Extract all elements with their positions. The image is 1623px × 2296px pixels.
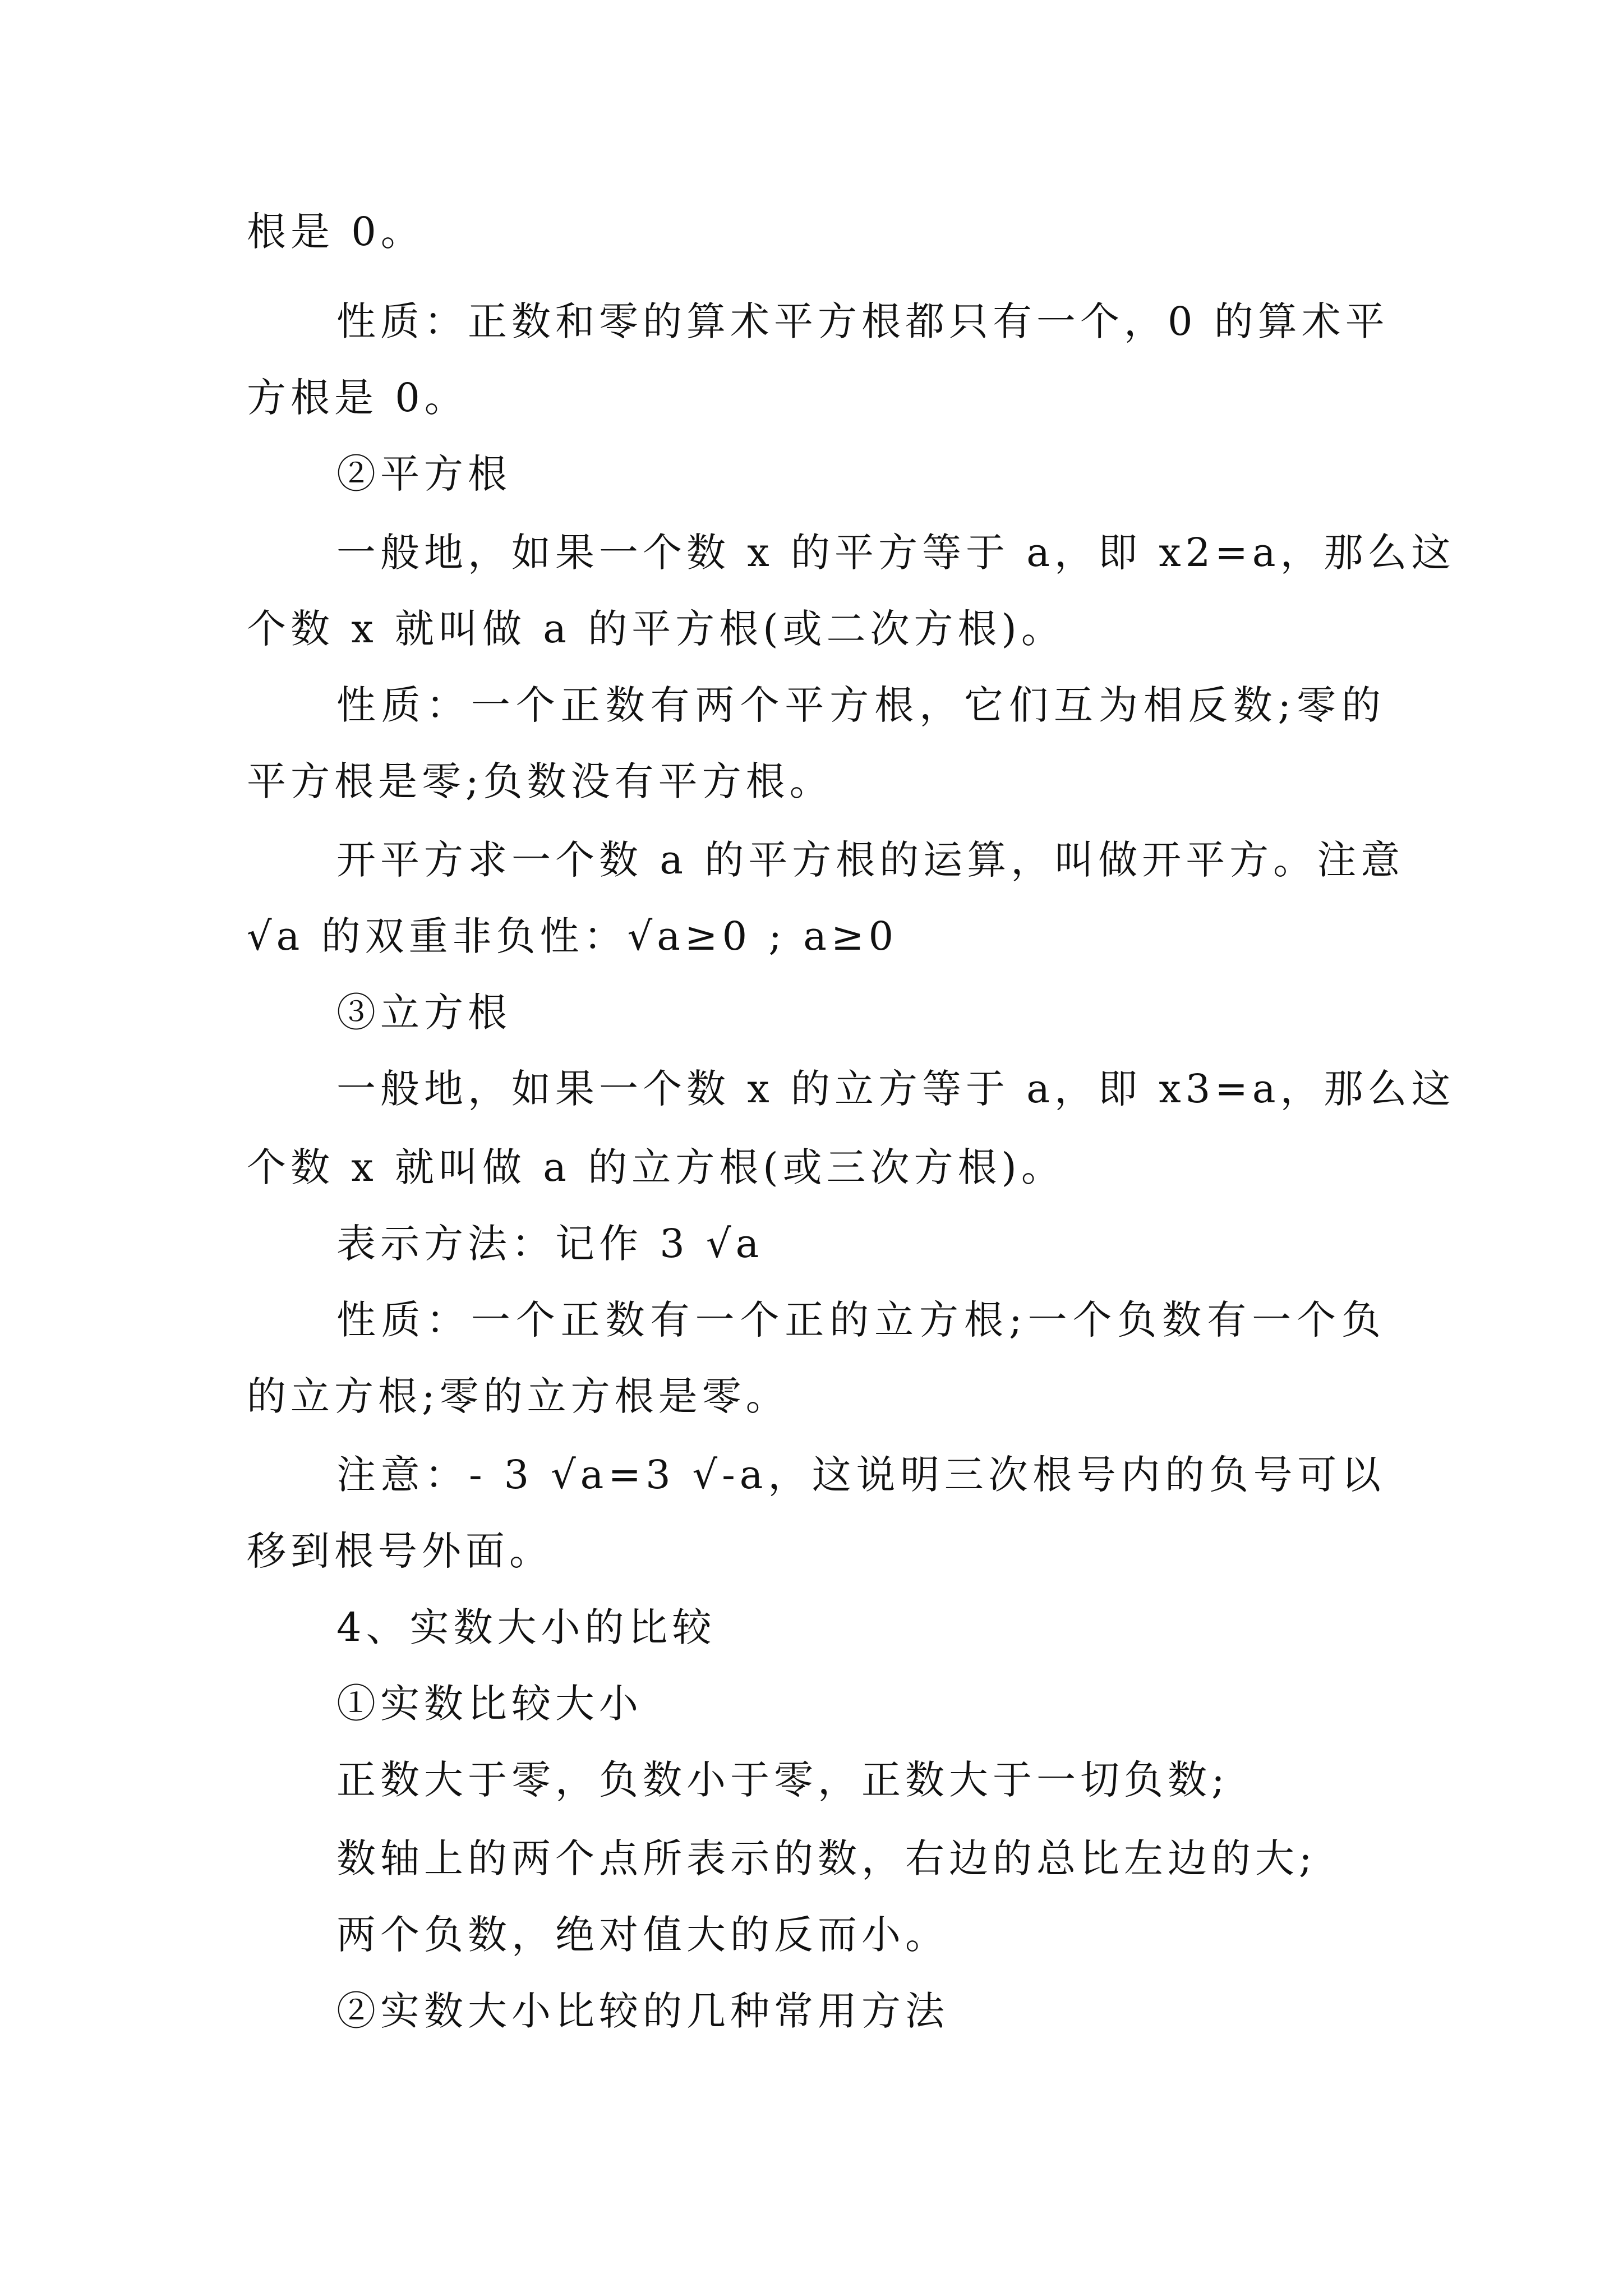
text-line: √a 的双重非负性：√a≥0 ; a≥0 xyxy=(247,913,898,959)
text-line: 性质：正数和零的算术平方根都只有一个，0 的算术平 xyxy=(336,298,1389,344)
text-line: 一般地，如果一个数 x 的立方等于 a，即 x3=a，那么这 xyxy=(336,1066,1455,1112)
text-line: 两个负数，绝对值大的反而小。 xyxy=(336,1912,949,1958)
section-heading: 4、实数大小的比较 xyxy=(336,1604,716,1650)
text-line: 一般地，如果一个数 x 的平方等于 a，即 x2=a，那么这 xyxy=(336,530,1455,576)
text-line: 移到根号外面。 xyxy=(247,1528,553,1574)
text-line: 个数 x 就叫做 a 的立方根(或三次方根)。 xyxy=(247,1144,1065,1190)
text-line: 平方根是零;负数没有平方根。 xyxy=(247,758,833,804)
text-line: 性质：一个正数有两个平方根，它们互为相反数;零的 xyxy=(336,682,1385,728)
section-heading: ③立方根 xyxy=(336,990,511,1036)
section-heading: ①实数比较大小 xyxy=(336,1681,643,1727)
text-line: 性质：一个正数有一个正的立方根;一个负数有一个负 xyxy=(336,1297,1385,1343)
text-line: 的立方根;零的立方根是零。 xyxy=(247,1373,790,1419)
text-line: 数轴上的两个点所表示的数，右边的总比左边的大; xyxy=(336,1835,1317,1881)
text-line: 正数大于零，负数小于零，正数大于一切负数; xyxy=(336,1757,1229,1803)
text-line: 表示方法：记作 3 √a xyxy=(336,1221,764,1267)
section-heading: ②实数大小比较的几种常用方法 xyxy=(336,1988,949,2034)
text-line: 个数 x 就叫做 a 的平方根(或二次方根)。 xyxy=(247,606,1065,652)
text-line: 根是 0。 xyxy=(247,209,425,255)
text-line: 注意：- 3 √a=3 √-a，这说明三次根号内的负号可以 xyxy=(336,1452,1385,1498)
text-line: 开平方求一个数 a 的平方根的运算，叫做开平方。注意 xyxy=(336,837,1405,883)
text-line: 方根是 0。 xyxy=(247,375,468,421)
section-heading: ②平方根 xyxy=(336,451,511,497)
